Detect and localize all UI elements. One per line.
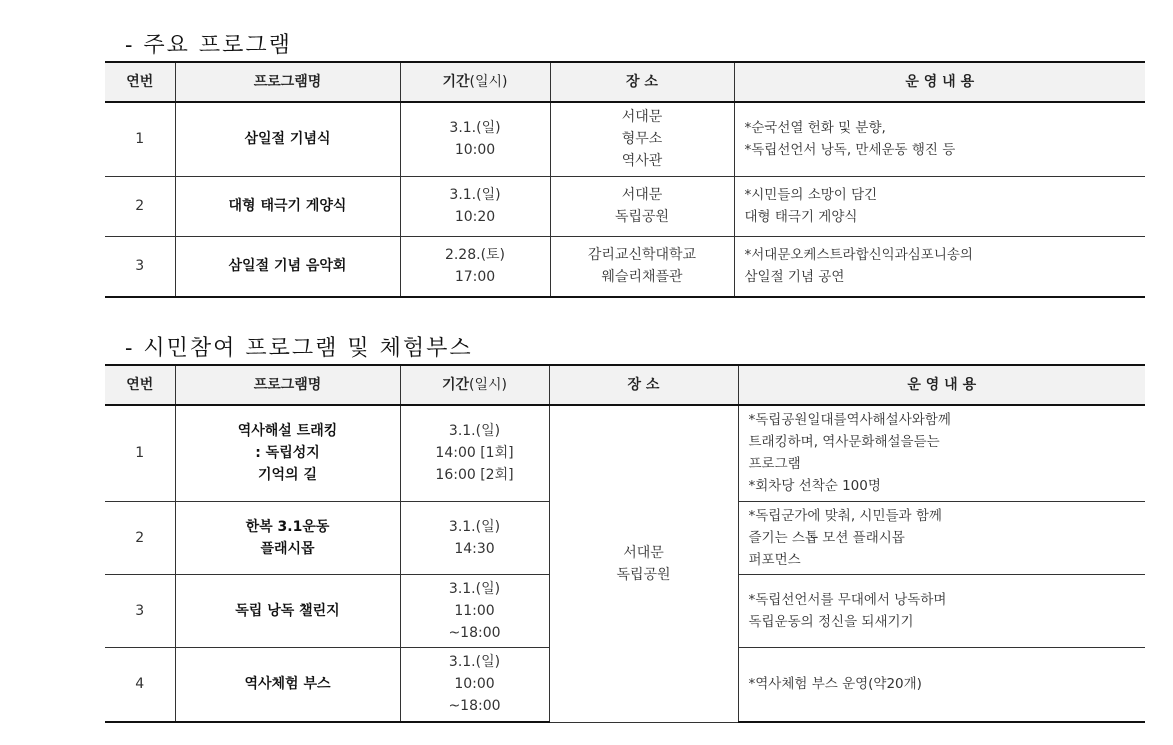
header-no: 연번 (105, 365, 175, 405)
program-content-line: 삼일절 기념 공연 (744, 269, 845, 286)
program-name-line: 독립 낭독 챌린지 (235, 602, 340, 619)
program-period (400, 176, 550, 236)
program-place-shared (549, 405, 738, 722)
program-period-line: 3.1.(일) (448, 423, 501, 440)
header-no: 연번 (105, 62, 175, 102)
program-place-line: 감리교신학대학교 (587, 247, 697, 264)
program-content-line: *독립선언서를 무대에서 낭독하며 (748, 591, 947, 608)
table-row (105, 236, 1145, 297)
program-content-line: *독립공원일대를역사해설사와함께 (748, 412, 951, 429)
program-content-line: *회차당 선착순 100명 (748, 478, 881, 495)
section-title-main-programs: - 주요 프로그램 (125, 33, 292, 58)
program-period-line: 3.1.(일) (448, 580, 501, 597)
program-period-line: 3.1.(일) (449, 187, 501, 203)
program-content (738, 574, 1145, 647)
program-content (738, 405, 1145, 501)
table-row (105, 176, 1145, 236)
row-number: 2 (105, 501, 175, 574)
program-place-line: 웨슬리채플관 (601, 269, 683, 286)
program-period (400, 574, 549, 647)
program-period-line: ~18:00 (448, 624, 501, 641)
program-place-line: 형무소 (621, 131, 663, 148)
program-content-line: 즐기는 스톱 모션 플래시몹 (748, 529, 905, 546)
program-name-line: 한복 3.1운동 (245, 518, 330, 535)
header-place: 장 소 (549, 365, 738, 405)
program-content-line: *독립선언서 낭독, 만세운동 행진 등 (744, 142, 956, 159)
program-place (550, 176, 734, 236)
header-period: 기간(일시) (400, 365, 549, 405)
row-number: 3 (105, 236, 175, 297)
program-content (738, 647, 1145, 722)
program-name (175, 176, 400, 236)
row-number: 2 (105, 176, 175, 236)
program-content-line: *시민들의 소망이 담긴 (744, 187, 878, 203)
program-name-line: 역사해설 트래킹 (237, 423, 338, 440)
section-title-citizen-programs: - 시민참여 프로그램 및 체험부스 (125, 336, 473, 361)
program-name-line: : 독립성지 (255, 445, 320, 462)
program-name (175, 102, 400, 176)
program-name-line: 삼일절 기념 음악회 (228, 258, 347, 275)
program-place-line: 서대문 (621, 109, 663, 126)
program-content-line: *순국선열 헌화 및 분향, (744, 120, 886, 137)
program-content (734, 102, 1145, 176)
citizen-programs-table (105, 364, 1145, 723)
program-content-line: 트래킹하며, 역사문화해설을듣는 (748, 434, 940, 451)
program-period (400, 236, 550, 297)
program-content-line: *서대문오케스트라합신익과심포니송의 (744, 247, 973, 264)
program-place-line: 독립공원 (614, 209, 670, 225)
program-name-line: 역사체험 부스 (244, 676, 331, 693)
header-content: 운 영 내 용 (738, 365, 1145, 405)
program-place-shared-line: 독립공원 (616, 566, 671, 583)
program-content (738, 501, 1145, 574)
program-name (175, 405, 400, 501)
header-period: 기간(일시) (400, 62, 550, 102)
program-period-line: 14:00 [1회] (435, 445, 514, 462)
program-name (175, 501, 400, 574)
program-place-line: 역사관 (621, 153, 663, 170)
table-row (105, 102, 1145, 176)
program-period (400, 405, 549, 501)
program-name (175, 574, 400, 647)
program-name-line: 기억의 길 (258, 467, 317, 484)
row-number: 1 (105, 102, 175, 176)
program-period-line: 10:00 (454, 676, 495, 693)
main-programs-table (105, 61, 1145, 298)
program-period-line: 3.1.(일) (448, 518, 501, 535)
program-period-line: 10:20 (454, 209, 496, 225)
table-row (105, 405, 1145, 501)
program-period-line: 3.1.(일) (449, 120, 501, 137)
header-place: 장 소 (550, 62, 734, 102)
program-place-shared-line: 서대문 (623, 544, 664, 561)
program-content-line: 프로그램 (748, 456, 801, 473)
program-content (734, 176, 1145, 236)
program-name (175, 236, 400, 297)
program-period-line: ~18:00 (448, 698, 501, 715)
program-period-line: 10:00 (454, 142, 496, 159)
program-period-line: 2.28.(토) (444, 247, 506, 264)
program-period (400, 647, 549, 722)
program-period (400, 102, 550, 176)
program-period-line: 14:30 (454, 540, 495, 557)
program-name (175, 647, 400, 722)
program-name-line: 플래시몹 (260, 540, 315, 557)
header-content: 운 영 내 용 (734, 62, 1145, 102)
program-period-line: 16:00 [2회] (435, 467, 514, 484)
program-content-line: 대형 태극기 게양식 (744, 209, 858, 225)
row-number: 1 (105, 405, 175, 501)
program-content-line: 퍼포먼스 (748, 551, 801, 568)
program-period-line: 11:00 (454, 602, 495, 619)
program-place-line: 서대문 (621, 187, 663, 203)
program-place (550, 236, 734, 297)
program-period-line: 17:00 (454, 269, 496, 286)
program-content-line: *독립군가에 맞춰, 시민들과 함께 (748, 507, 942, 524)
program-content (734, 236, 1145, 297)
row-number: 3 (105, 574, 175, 647)
header-program-name: 프로그램명 (175, 62, 400, 102)
program-period-line: 3.1.(일) (448, 654, 501, 671)
program-content-line: 독립운동의 정신을 되새기기 (748, 613, 914, 630)
header-program-name: 프로그램명 (175, 365, 400, 405)
program-content-line: *역사체험 부스 운영(약20개) (748, 676, 922, 693)
program-name-line: 대형 태극기 게양식 (228, 198, 347, 214)
program-period (400, 501, 549, 574)
program-place (550, 102, 734, 176)
program-name-line: 삼일절 기념식 (244, 131, 331, 148)
row-number: 4 (105, 647, 175, 722)
